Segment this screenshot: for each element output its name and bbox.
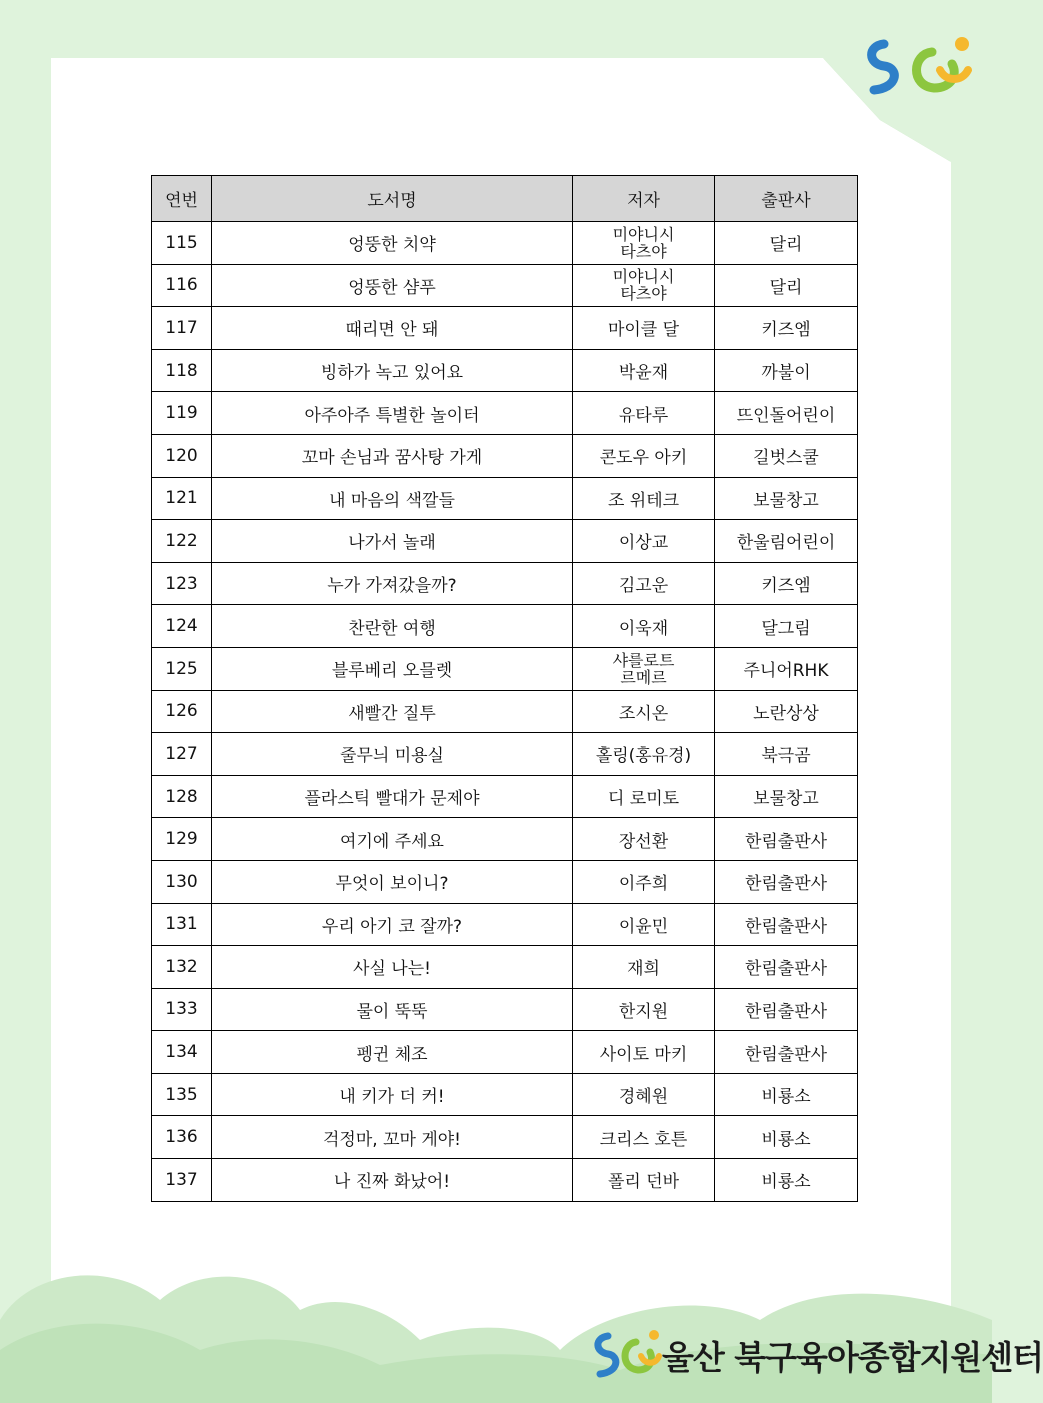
book-publisher: 한림출판사	[715, 1031, 858, 1074]
book-author	[573, 477, 715, 520]
book-author	[573, 690, 715, 733]
header-number: 연번	[152, 176, 212, 222]
row-number: 119	[152, 392, 212, 435]
book-author	[573, 1116, 715, 1159]
book-title: 나 진짜 화났어!	[212, 1159, 573, 1202]
author-line: 유타루	[618, 405, 669, 426]
book-publisher: 뜨인돌어린이	[715, 392, 858, 435]
table-row	[152, 307, 858, 350]
table-row	[152, 988, 858, 1031]
author-line: 폴리 던바	[607, 1172, 680, 1193]
book-title: 내 마음의 색깔들	[212, 477, 573, 520]
author-line: 사이토 마키	[599, 1044, 688, 1065]
row-number: 131	[152, 903, 212, 946]
book-title: 펭귄 체조	[212, 1031, 573, 1074]
book-author	[573, 222, 715, 265]
book-title: 여기에 주세요	[212, 818, 573, 861]
author-line: 미야니시	[612, 267, 675, 287]
table-row	[152, 1073, 858, 1116]
book-publisher: 까불이	[715, 349, 858, 392]
book-publisher: 한림출판사	[715, 903, 858, 946]
book-author	[573, 988, 715, 1031]
book-title: 꼬마 손님과 꿈사탕 가게	[212, 434, 573, 477]
author-line: 타츠야	[620, 284, 667, 304]
book-author	[573, 264, 715, 307]
table-row	[152, 647, 858, 690]
author-line: 디 로미토	[607, 789, 680, 810]
table-row	[152, 349, 858, 392]
table-row	[152, 520, 858, 563]
row-number: 118	[152, 349, 212, 392]
row-number: 125	[152, 647, 212, 690]
row-number: 126	[152, 690, 212, 733]
book-title: 걱정마, 꼬마 게야!	[212, 1116, 573, 1159]
row-number: 132	[152, 946, 212, 989]
author-line: 장선환	[618, 831, 669, 852]
author-line: 홀링(홍유경)	[595, 746, 692, 767]
book-title: 사실 나는!	[212, 946, 573, 989]
book-title: 엉뚱한 샴푸	[212, 264, 573, 307]
table-body	[152, 222, 858, 1202]
author-line: 샤를로트	[612, 650, 675, 670]
book-publisher: 키즈엠	[715, 307, 858, 350]
table-row	[152, 690, 858, 733]
book-publisher: 달리	[715, 264, 858, 307]
table-row	[152, 860, 858, 903]
table-row	[152, 392, 858, 435]
book-title: 때리면 안 돼	[212, 307, 573, 350]
row-number: 134	[152, 1031, 212, 1074]
book-title: 물이 뚝뚝	[212, 988, 573, 1031]
book-title: 플라스틱 빨대가 문제야	[212, 775, 573, 818]
book-author	[573, 605, 715, 648]
book-publisher: 보물창고	[715, 775, 858, 818]
book-author	[573, 903, 715, 946]
book-publisher: 한림출판사	[715, 818, 858, 861]
book-author	[573, 520, 715, 563]
author-line: 한지원	[618, 1001, 669, 1022]
book-publisher: 달그림	[715, 605, 858, 648]
book-publisher: 북극곰	[715, 733, 858, 776]
book-title: 나가서 놀래	[212, 520, 573, 563]
center-logo-icon	[592, 1326, 662, 1384]
row-number: 127	[152, 733, 212, 776]
header-title: 도서명	[212, 176, 573, 222]
table-row	[152, 775, 858, 818]
table-row	[152, 1116, 858, 1159]
table-row	[152, 434, 858, 477]
table-row	[152, 222, 858, 265]
center-logo-mark	[862, 30, 980, 102]
author-line: 콘도우 아키	[599, 448, 688, 469]
book-author	[573, 647, 715, 690]
book-author	[573, 349, 715, 392]
book-publisher: 한림출판사	[715, 988, 858, 1031]
book-author	[573, 818, 715, 861]
book-publisher: 노란상상	[715, 690, 858, 733]
author-line: 조 위테크	[607, 490, 680, 511]
book-publisher: 달리	[715, 222, 858, 265]
book-title: 우리 아기 코 잘까?	[212, 903, 573, 946]
row-number: 121	[152, 477, 212, 520]
row-number: 124	[152, 605, 212, 648]
book-publisher: 비룡소	[715, 1073, 858, 1116]
table-row	[152, 477, 858, 520]
book-list-table	[151, 175, 858, 1202]
row-number: 135	[152, 1073, 212, 1116]
table-row	[152, 264, 858, 307]
author-line: 김고운	[618, 576, 669, 597]
book-title: 빙하가 녹고 있어요	[212, 349, 573, 392]
book-title: 내 키가 더 커!	[212, 1073, 573, 1116]
author-line: 타츠야	[620, 241, 667, 261]
author-line: 박윤재	[618, 363, 669, 384]
book-title: 엉뚱한 치약	[212, 222, 573, 265]
book-publisher: 비룡소	[715, 1116, 858, 1159]
book-title: 찬란한 여행	[212, 605, 573, 648]
row-number: 116	[152, 264, 212, 307]
row-number: 120	[152, 434, 212, 477]
book-author	[573, 434, 715, 477]
book-publisher: 비룡소	[715, 1159, 858, 1202]
table-row	[152, 946, 858, 989]
book-title: 줄무늬 미용실	[212, 733, 573, 776]
row-number: 129	[152, 818, 212, 861]
book-author	[573, 733, 715, 776]
author-line: 이윤민	[618, 916, 669, 937]
author-line: 경혜원	[618, 1087, 669, 1108]
book-author	[573, 860, 715, 903]
book-publisher: 주니어RHK	[715, 647, 858, 690]
row-number: 123	[152, 562, 212, 605]
book-author	[573, 1159, 715, 1202]
author-line: 크리스 호튼	[599, 1129, 688, 1150]
header-author: 저자	[573, 176, 715, 222]
book-title: 아주아주 특별한 놀이터	[212, 392, 573, 435]
book-title: 블루베리 오믈렛	[212, 647, 573, 690]
author-line: 재희	[627, 959, 660, 980]
book-publisher: 한울림어린이	[715, 520, 858, 563]
author-line: 마이클 달	[607, 320, 680, 341]
author-line: 르메르	[620, 667, 667, 687]
row-number: 130	[152, 860, 212, 903]
header-publisher: 출판사	[715, 176, 858, 222]
book-publisher: 한림출판사	[715, 946, 858, 989]
row-number: 117	[152, 307, 212, 350]
book-author	[573, 1073, 715, 1116]
book-title: 무엇이 보이니?	[212, 860, 573, 903]
book-author	[573, 562, 715, 605]
table-row	[152, 818, 858, 861]
table-row	[152, 1031, 858, 1074]
book-publisher: 키즈엠	[715, 562, 858, 605]
row-number: 136	[152, 1116, 212, 1159]
author-line: 이주희	[618, 874, 669, 895]
book-author	[573, 1031, 715, 1074]
author-line: 이상교	[618, 533, 669, 554]
book-author	[573, 946, 715, 989]
table-row	[152, 903, 858, 946]
row-number: 115	[152, 222, 212, 265]
book-title: 새빨간 질투	[212, 690, 573, 733]
author-line: 이욱재	[618, 618, 669, 639]
book-author	[573, 775, 715, 818]
table-header-row	[152, 176, 858, 222]
book-publisher: 보물창고	[715, 477, 858, 520]
table-row	[152, 562, 858, 605]
book-publisher: 한림출판사	[715, 860, 858, 903]
row-number: 133	[152, 988, 212, 1031]
book-publisher: 길벗스쿨	[715, 434, 858, 477]
organization-name: 울산 북구육아종합지원센터	[662, 1337, 1043, 1377]
table-row	[152, 733, 858, 776]
table-row	[152, 605, 858, 648]
row-number: 137	[152, 1159, 212, 1202]
book-author	[573, 307, 715, 350]
table-row	[152, 1159, 858, 1202]
book-author	[573, 392, 715, 435]
author-line: 미야니시	[612, 224, 675, 244]
row-number: 122	[152, 520, 212, 563]
author-line: 조시온	[618, 703, 669, 724]
row-number: 128	[152, 775, 212, 818]
book-title: 누가 가져갔을까?	[212, 562, 573, 605]
footer-logo	[592, 1322, 1043, 1388]
